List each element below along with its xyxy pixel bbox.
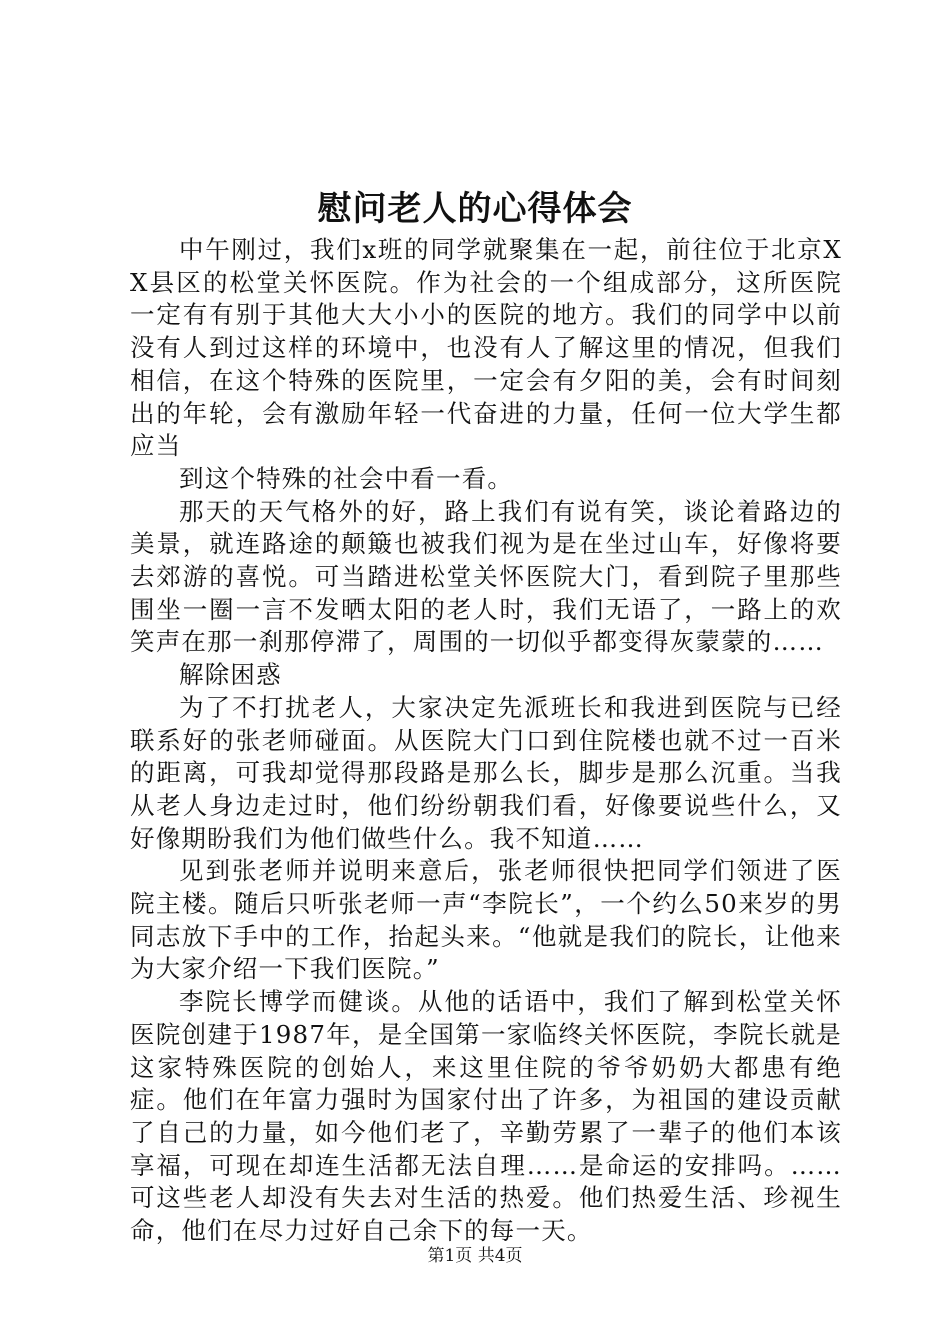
section-heading: 解除困惑 (179, 660, 282, 690)
paragraph: 为了不打扰老人，大家决定先派班长和我进到医院与已经联系好的张老师碰面。从医院大门口到住院楼也就不过一百米的距离，可我却觉得那段路是那么长，脚步是那么沉重。当我从老人身边走过时，他们纷纷朝我们看，好像要说些什么，又好像期盼我们为他们做些什么。我不知道…… (130, 692, 842, 853)
paragraph: 到这个特殊的社会中看一看。 (179, 463, 514, 493)
paragraph: 那天的天气格外的好，路上我们有说有笑，谈论着路边的美景，就连路途的颠簸也被我们视为是在坐过山车，好像将要去郊游的喜悦。可当踏进松堂关怀医院大门，看到院子里那些围坐一圈一言不发晒太阳的老人时，我们无语了，一路上的欢笑声在那一刹那停滞了，周围的一切似乎都变得灰蒙蒙的…… (130, 496, 842, 657)
page-number-footer: 第1页 共4页 (427, 1246, 523, 1266)
paragraph: 中午刚过，我们x班的同学就聚集在一起，前往位于北京XX县区的松堂关怀医院。作为社会的一个组成部分，这所医院一定有有别于其他大大小小的医院的地方。我们的同学中以前没有人到过这样的环境中，也没有人了解这里的情况，但我们相信，在这个特殊的医院里，一定会有夕阳的美，会有时间刻出的年轮，会有激励年轻一代奋进的力量，任何一位大学生都应当 (130, 235, 842, 461)
paragraph: 见到张老师并说明来意后，张老师很快把同学们领进了医院主楼。随后只听张老师一声“李院长”，一个约么50来岁的男同志放下手中的工作，抬起头来。“他就是我们的院长，让他来为大家介绍一下我们医院。” (130, 856, 842, 984)
document-body (130, 234, 842, 1248)
document-title: 慰问老人的心得体会 (317, 189, 633, 229)
paragraph: 李院长博学而健谈。从他的话语中，我们了解到松堂关怀医院创建于1987年，是全国第一家临终关怀医院，李院长就是这家特殊医院的创始人，来这里住院的爷爷奶奶大都患有绝症。他们在年富力强时为国家付出了许多，为祖国的建设贡献了自己的力量，如今他们老了，辛勤劳累了一辈子的他们本该享福，可现在却连生活都无法自理……是命运的安排吗。……可这些老人却没有失去对生活的热爱。他们热爱生活、珍视生命，他们在尽力过好自己余下的每一天。 (130, 987, 842, 1246)
